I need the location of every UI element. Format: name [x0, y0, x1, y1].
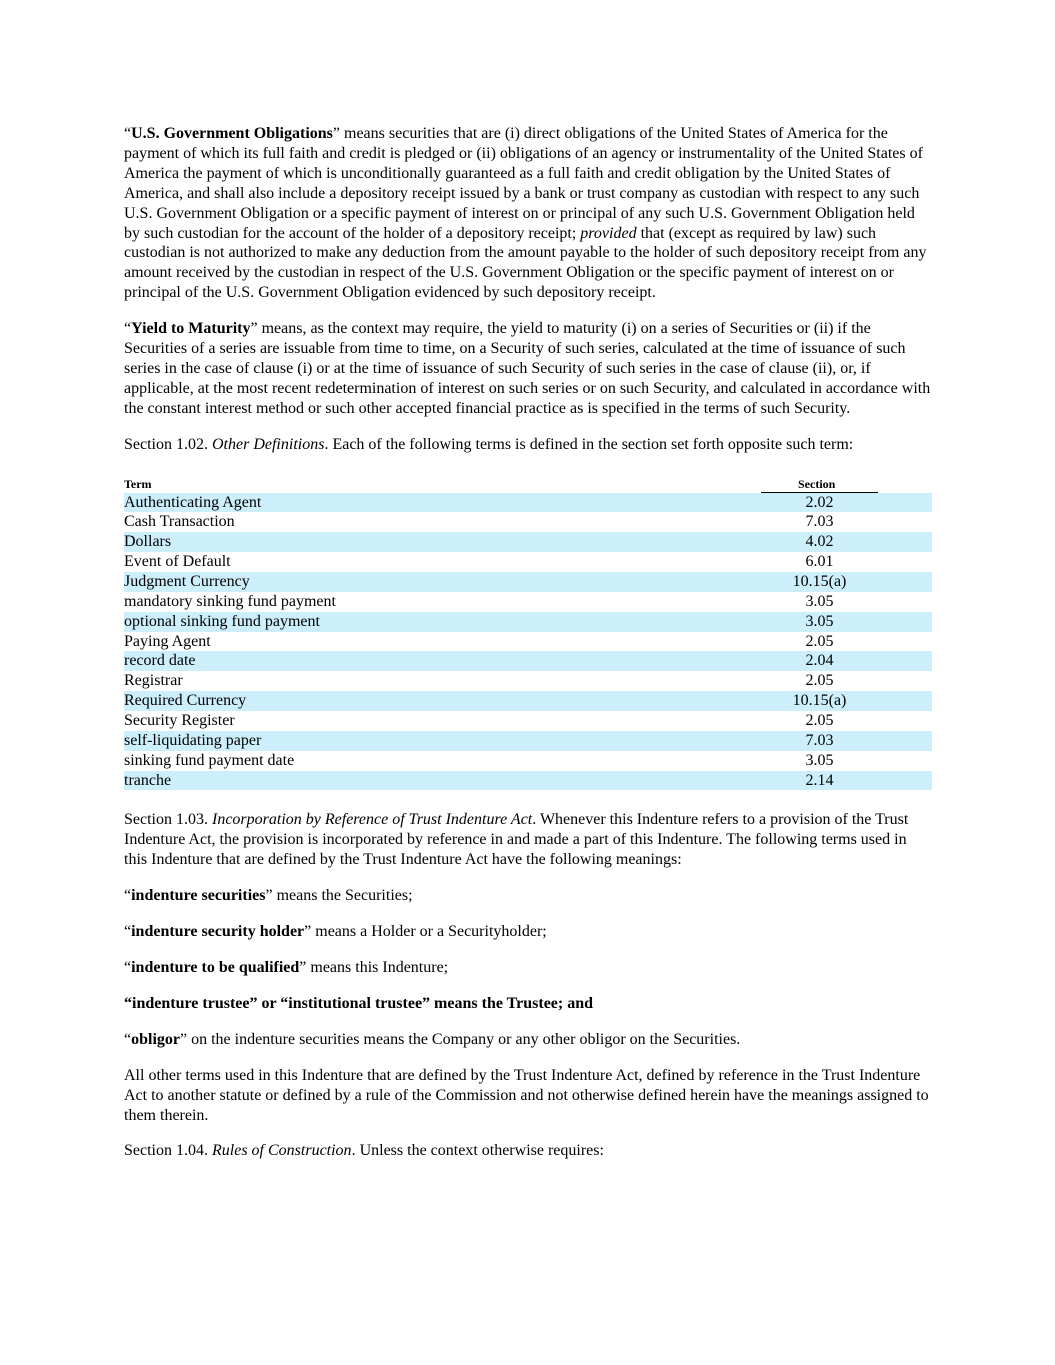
row-term: Paying Agent [124, 632, 211, 650]
header-term: Term [124, 476, 152, 491]
definition-indenture-to-be-qualified: “indenture to be qualified” means this Indenture; [124, 959, 449, 977]
table-row [124, 731, 932, 751]
document-page [124, 124, 932, 1161]
row-term: Security Register [124, 712, 235, 730]
definition-us-government-obligations: “U.S. Government Obligations” means securities that are (i) direct obligations of the United States of America for the payment of which its full faith and credit is pledged or (ii) obligations of an agency or instrumentality of the United States of America the payment of which is unconditionally guaranteed as a full faith and credit obligation by the United States of America, and shall also include a depository receipt issued by a bank or trust company as custodian with respect to any such U.S. Government Obligation or a specific payment of interest on or principal of any such U.S. Government Obligation held by such custodian for the account of the holder of a depository receipt; provided that (except as required by law) such custodian is not authorized to make any deduction from the amount payable to the holder of such depository receipt from any amount received by the custodian in respect of the U.S. Government Obligation or the specific payment of interest on or principal of the U.S. Government Obligation evidenced by such depository receipt. [124, 125, 927, 302]
definition-indenture-securities: “indenture securities” means the Securities; [124, 887, 413, 905]
section-1-03-heading: Section 1.03. Incorporation by Reference of Trust Indenture Act. Whenever this Indenture refers to a provision of the Trust Indenture Act, the provision is incorporated by reference in and made a part of this Indenture. The following terms used in this Indenture that are defined by the Trust Indenture Act have the following meanings: [124, 811, 909, 869]
row-section: 2.05 [805, 672, 834, 690]
row-term: Dollars [124, 533, 172, 551]
defined-term: indenture security holder [131, 923, 305, 941]
table-row [124, 592, 932, 612]
row-section: 2.14 [805, 771, 834, 789]
section-title: Incorporation by Reference of Trust Indenture Act [212, 811, 533, 829]
row-term: record date [124, 652, 196, 670]
row-section: 2.05 [805, 712, 834, 730]
row-term: optional sinking fund payment [124, 612, 320, 630]
table-row [124, 532, 932, 552]
row-term: mandatory sinking fund payment [124, 592, 336, 610]
table-row [124, 691, 932, 711]
row-section: 2.05 [805, 632, 834, 650]
section-title: Other Definitions [212, 435, 325, 453]
row-term: sinking fund payment date [124, 751, 295, 769]
table-row [124, 552, 932, 572]
row-term: Cash Transaction [124, 513, 235, 531]
table-row [124, 751, 932, 771]
row-section: 4.02 [805, 533, 834, 551]
row-section: 10.15(a) [792, 692, 847, 710]
row-term: Required Currency [124, 692, 247, 710]
row-section: 10.15(a) [792, 573, 847, 591]
header-section: Section [798, 476, 836, 491]
defined-term: obligor [131, 1030, 180, 1048]
definition-indenture-trustee: “indenture trustee” or “institutional trustee” means the Trustee; and [124, 994, 594, 1012]
defined-term: indenture to be qualified [131, 959, 300, 977]
defined-term: indenture securities [131, 887, 266, 905]
defined-term: Yield to Maturity [131, 320, 251, 338]
row-section: 2.02 [805, 493, 834, 511]
row-term: Judgment Currency [124, 573, 250, 591]
row-term: self-liquidating paper [124, 731, 262, 749]
row-section: 3.05 [805, 612, 834, 630]
row-term: Registrar [124, 672, 183, 690]
table-row [124, 572, 932, 592]
table-row [124, 711, 932, 731]
row-term: Authenticating Agent [124, 493, 262, 511]
definition-indenture-security-holder: “indenture security holder” means a Holder or a Securityholder; [124, 923, 547, 941]
section-1-02-heading: Section 1.02. Other Definitions. Each of the following terms is defined in the section set forth opposite such term: [124, 435, 854, 453]
table-row [124, 632, 932, 652]
table-header [124, 475, 932, 493]
definition-obligor: “obligor” on the indenture securities means the Company or any other obligor on the Securities. [124, 1030, 741, 1048]
table-row [124, 671, 932, 691]
row-section: 2.04 [805, 652, 834, 670]
table-row [124, 651, 932, 671]
other-definitions-table [124, 475, 932, 791]
row-term: tranche [124, 771, 172, 789]
row-section: 6.01 [805, 553, 834, 571]
table-row [124, 512, 932, 532]
row-section: 7.03 [805, 731, 834, 749]
row-section: 7.03 [805, 513, 834, 531]
defined-term: U.S. Government Obligations [131, 125, 333, 142]
other-terms-paragraph: All other terms used in this Indenture that are defined by the Trust Indenture Act, defined by reference in the Trust Indenture Act to another statute or defined by a rule of the Commission and not otherwise defined herein have the meanings assigned to them therein. [124, 1066, 929, 1124]
definition-yield-to-maturity: “Yield to Maturity” means, as the context may require, the yield to maturity (i) on a series of Securities or (ii) if the Securities of a series are issuable from time to time, on a Security of such series, calculated at the time of issuance of such series in the case of clause (i) or at the time of issuance of such Security of such series in the case of clause (ii), or, if applicable, at the most recent redetermination of interest on such series or on such Security, and calculated in accordance with the constant interest method or such other accepted financial practice as is specified in the terms of such Security. [124, 320, 931, 417]
table-row [124, 771, 932, 791]
row-term: Event of Default [124, 553, 231, 571]
table-body [124, 493, 932, 791]
table-row [124, 612, 932, 632]
row-section: 3.05 [805, 592, 834, 610]
row-section: 3.05 [805, 751, 834, 769]
provided-italic: provided [580, 224, 637, 242]
section-title: Rules of Construction [212, 1142, 352, 1160]
section-1-04-heading: Section 1.04. Rules of Construction. Unless the context otherwise requires: [124, 1142, 604, 1160]
table-row [124, 493, 932, 513]
